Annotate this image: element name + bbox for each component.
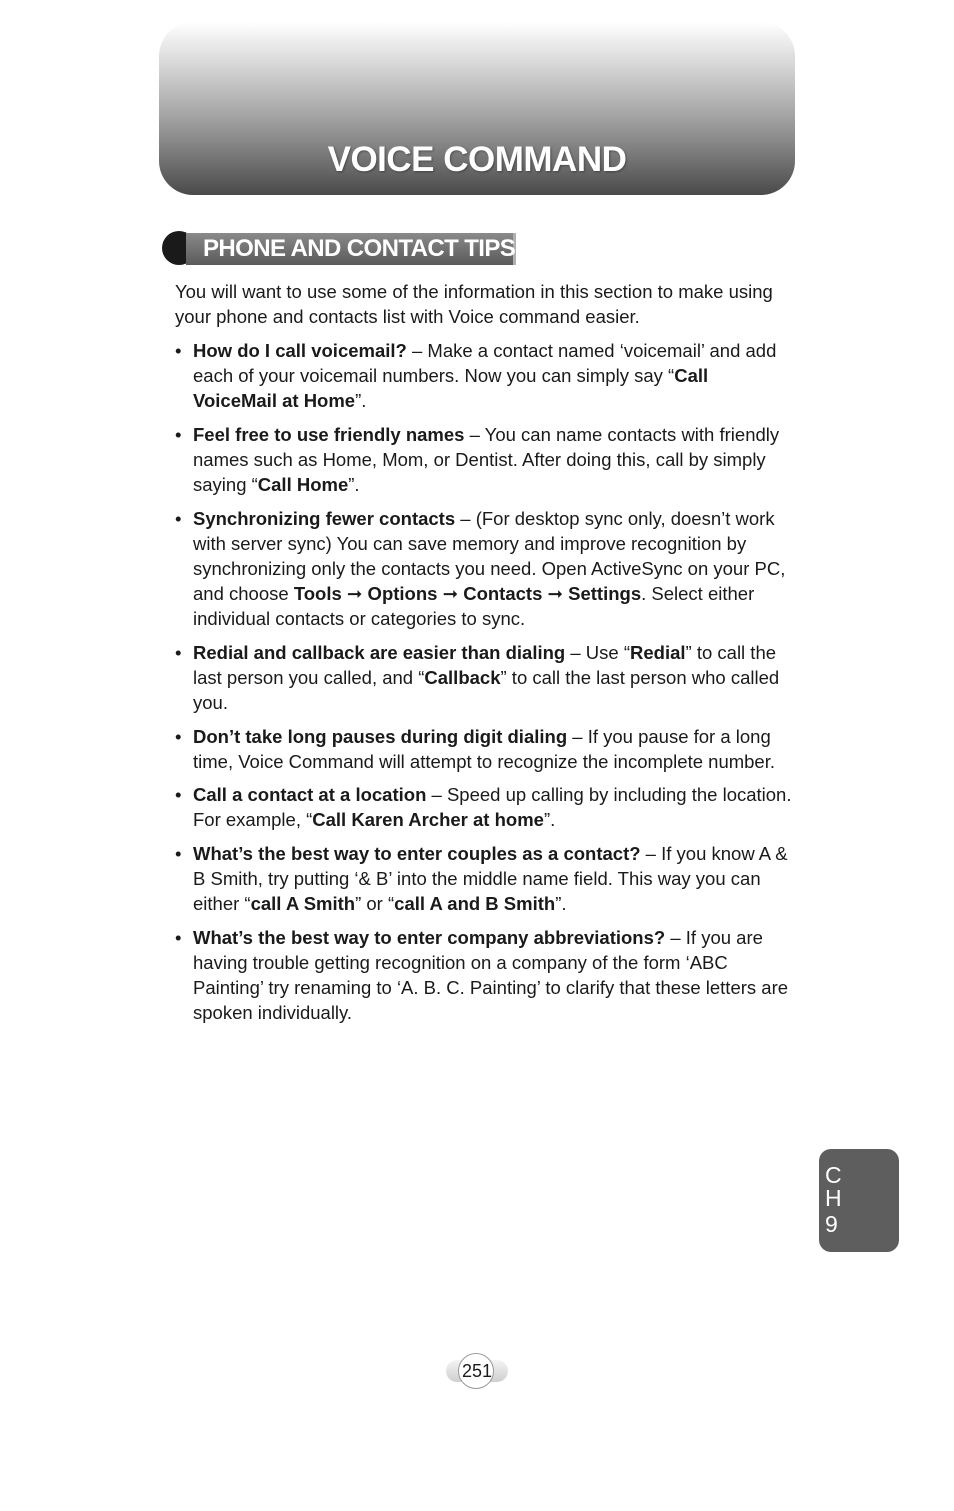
section-heading-label: PHONE AND CONTACT TIPS bbox=[203, 235, 516, 262]
bullet-icon: • bbox=[175, 340, 182, 361]
tip-item bbox=[175, 640, 797, 716]
bullet-icon: • bbox=[175, 842, 182, 864]
page-number: 251 bbox=[461, 1361, 493, 1381]
tip-item bbox=[175, 841, 797, 917]
tip-item bbox=[175, 925, 797, 1026]
bullet-icon: • bbox=[175, 507, 182, 529]
tip-text: ”. bbox=[543, 809, 556, 831]
page-number-badge bbox=[446, 1353, 508, 1391]
tip-bold-text: Don’t take long pauses during digit dialing bbox=[193, 725, 568, 747]
tip-item bbox=[175, 422, 797, 498]
tips-list bbox=[175, 338, 797, 1034]
tip-text: – If you pause for a long time, Voice Command will attempt to recognize the incomplete number. bbox=[193, 725, 776, 772]
bullet-icon: • bbox=[175, 725, 182, 747]
tip-text: ” to call the last person who called you. bbox=[193, 667, 780, 714]
tip-bold-text: Call Home bbox=[257, 474, 349, 496]
tip-bold-text: Callback bbox=[424, 667, 501, 688]
tip-text: – Speed up calling by including the location. For example, “ bbox=[193, 784, 792, 831]
tip-bold-text: Feel free to use friendly names bbox=[193, 423, 465, 445]
tip-text: – If you know A & B Smith, try putting ‘& B’ into the middle name field. This way you can either “ bbox=[193, 842, 788, 915]
tip-bold-text: Redial and callback are easier than dialing bbox=[193, 641, 566, 663]
tip-text: ” to call the last person you called, and “ bbox=[193, 641, 777, 688]
tip-item bbox=[175, 338, 797, 414]
intro-paragraph: You will want to use some of the information in this section to make using your phone and contacts list with Voice command easier. bbox=[175, 281, 773, 328]
tip-text: – (For desktop sync only, doesn’t work with server sync) You can save memory and improve recognition by synchronizing only the contacts you need. Open ActiveSync on your PC, and choose bbox=[193, 507, 786, 605]
tip-item bbox=[175, 506, 797, 632]
tip-text: . Select either individual contacts or categories to sync. bbox=[193, 583, 755, 630]
tip-bold-text: call A and B Smith bbox=[394, 893, 556, 915]
tip-text: – Use “ bbox=[565, 641, 630, 663]
tip-text: – If you are having trouble getting recognition on a company of the form ‘ABC Painting’ try renaming to ‘A. B. C. Painting’ to clarify that these letters are spoken individually. bbox=[193, 926, 789, 1024]
tip-bold-text: Call VoiceMail at Home bbox=[193, 365, 709, 412]
chapter-tab-number: 9 bbox=[825, 1211, 838, 1237]
tip-text: ”. bbox=[348, 474, 360, 496]
tip-bold-text: Call a contact at a location bbox=[193, 784, 427, 806]
tip-item bbox=[175, 724, 797, 774]
bullet-icon: • bbox=[175, 784, 182, 806]
bullet-icon: • bbox=[175, 423, 182, 445]
tip-text: – Make a contact named ‘voicemail’ and add each of your voicemail numbers. Now you can simply say “ bbox=[193, 340, 777, 387]
tip-text: – You can name contacts with friendly names such as Home, Mom, or Dentist. After doing this, call by simply saying “ bbox=[193, 423, 780, 496]
tip-bold-text: How do I call voicemail? bbox=[193, 340, 407, 361]
tip-item bbox=[175, 782, 797, 832]
tip-bold-text: What’s the best way to enter couples as a contact? bbox=[193, 842, 641, 864]
chapter-title: VOICE COMMAND bbox=[327, 140, 627, 179]
tip-text: ”. bbox=[555, 893, 567, 915]
tip-bold-text: What’s the best way to enter company abbreviations? bbox=[193, 926, 666, 948]
chapter-tab bbox=[819, 1149, 899, 1252]
tip-text: ” or “ bbox=[355, 893, 395, 915]
tip-bold-text: Call Karen Archer at home bbox=[312, 809, 544, 831]
bullet-icon: • bbox=[175, 641, 182, 663]
tip-text: ”. bbox=[355, 390, 367, 412]
chapter-tab-letter-c: C bbox=[825, 1162, 842, 1188]
section-heading bbox=[162, 231, 518, 267]
tip-bold-text: Tools ➞ Options ➞ Contacts ➞ Settings bbox=[293, 583, 642, 605]
tip-bold-text: call A Smith bbox=[250, 893, 356, 915]
tip-bold-text: Synchronizing fewer contacts bbox=[193, 507, 456, 529]
tip-bold-text: Redial bbox=[630, 641, 686, 663]
bullet-icon: • bbox=[175, 926, 182, 948]
chapter-tab-letter-h: H bbox=[825, 1185, 842, 1211]
